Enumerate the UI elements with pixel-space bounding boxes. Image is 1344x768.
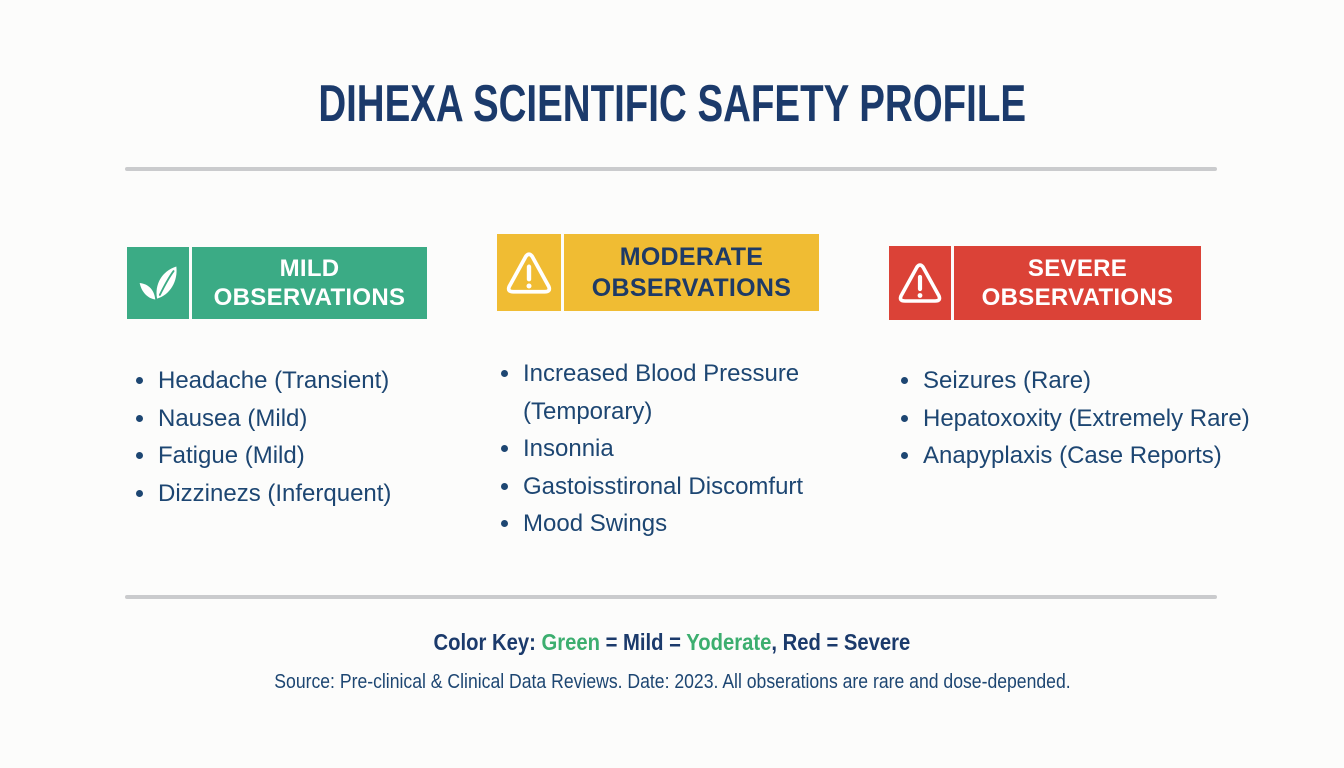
moderate-observations-badge [497, 234, 819, 311]
color-key-part: , Red = Severe [771, 629, 911, 655]
list-item: Fatigue (Mild) [133, 437, 453, 475]
list-item: Insonnia [498, 430, 843, 468]
page-title: DIHEXA SCIENTIFIC SAFETY PROFILE [318, 75, 1026, 133]
color-key-part: = Mild = [600, 629, 687, 655]
list-item: Headache (Transient) [133, 362, 453, 400]
warning-triangle-icon [504, 248, 554, 298]
color-key-part: Color Key: [433, 629, 542, 655]
list-item: Seizures (Rare) [898, 362, 1288, 400]
severe-observations-badge [889, 246, 1201, 320]
list-item: Mood Swings [498, 505, 843, 543]
bottom-divider [125, 595, 1217, 599]
list-item: Dizzinezs (Inferquent) [133, 475, 453, 513]
mild-badge-icon-box [127, 247, 189, 319]
moderate-observations-list [498, 355, 843, 543]
list-item: Gastoisstironal Discomfurt [498, 468, 843, 506]
color-key-part: Yoderate [686, 629, 772, 655]
severe-observations-list [898, 362, 1288, 475]
color-key [0, 629, 1344, 656]
mild-observations-list [133, 362, 453, 512]
leaf-icon [136, 261, 180, 305]
list-item: Hepatoxoxity (Extremely Rare) [898, 400, 1288, 438]
list-item: Increased Blood Pressure (Temporary) [498, 355, 843, 430]
page-title-wrap [0, 74, 1344, 134]
warning-triangle-icon [896, 259, 944, 307]
color-key-text [434, 629, 911, 656]
top-divider [125, 167, 1217, 171]
source-text: Source: Pre-clinical & Clinical Data Reviews. Date: 2023. All obserations are rare and dose-depended. [273, 671, 1071, 693]
color-key-part: Green [541, 629, 601, 655]
list-item: Nausea (Mild) [133, 400, 453, 438]
mild-observations-badge [127, 247, 427, 319]
moderate-badge-icon-box [497, 234, 561, 311]
list-item: Anapyplaxis (Case Reports) [898, 437, 1288, 475]
severe-badge-label: SEVERE OBSERVATIONS [981, 255, 1174, 311]
mild-badge-label: MILD OBSERVATIONS [213, 255, 406, 311]
source-line [0, 671, 1344, 694]
severe-badge-icon-box [889, 246, 951, 320]
moderate-badge-label: MODERATE OBSERVATIONS [591, 242, 792, 302]
